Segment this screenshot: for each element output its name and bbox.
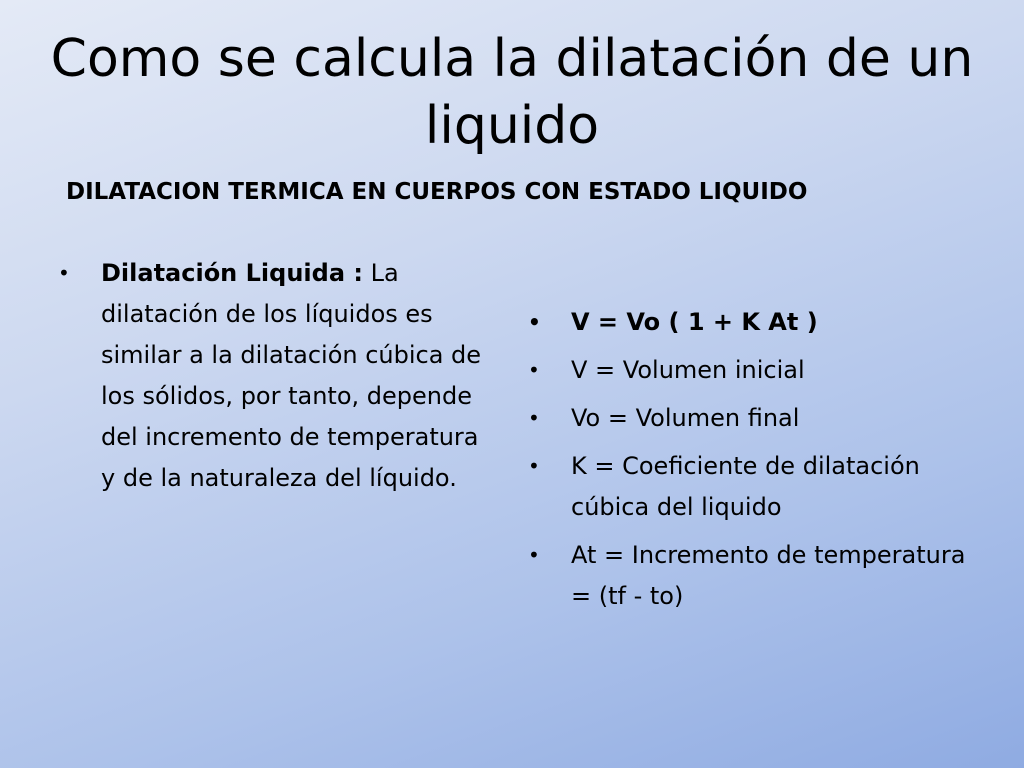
variable-text: V = Volumen inicial <box>571 356 805 384</box>
definition-bullet <box>58 253 498 499</box>
variable-bullet <box>528 535 978 617</box>
slide-subtitle: DILATACION TERMICA EN CUERPOS CON ESTADO LIQUIDO <box>66 179 808 205</box>
variable-text: At = Incremento de temperatura = (tf - to) <box>571 541 966 610</box>
variable-text: Vo = Volumen final <box>571 404 800 432</box>
formula-bullet-list <box>528 302 978 617</box>
bullet-icon: • <box>528 406 540 430</box>
slide-title: Como se calcula la dilatación de un liquido <box>50 29 974 156</box>
variable-text: K = Coeficiente de dilatación cúbica del liquido <box>571 452 920 521</box>
formula-text: V = Vo ( 1 + K At ) <box>571 308 818 336</box>
bullet-icon: • <box>528 358 540 382</box>
variable-bullet <box>528 398 978 439</box>
bullet-icon: • <box>528 454 540 478</box>
bullet-icon: • <box>528 543 540 567</box>
right-content-column <box>528 302 978 624</box>
definition-term: Dilatación Liquida : <box>101 259 363 287</box>
bullet-icon: • <box>58 261 70 285</box>
variable-bullet <box>528 446 978 528</box>
variable-bullet <box>528 350 978 391</box>
definition-text: La dilatación de los líquidos es similar a la dilatación cúbica de los sólidos, por tanto, depende del incremento de temperatura y de la naturaleza del líquido. <box>101 259 482 492</box>
formula-bullet <box>528 302 978 343</box>
left-bullet-list <box>58 253 498 499</box>
bullet-icon: • <box>528 310 541 334</box>
left-content-column <box>58 253 498 499</box>
